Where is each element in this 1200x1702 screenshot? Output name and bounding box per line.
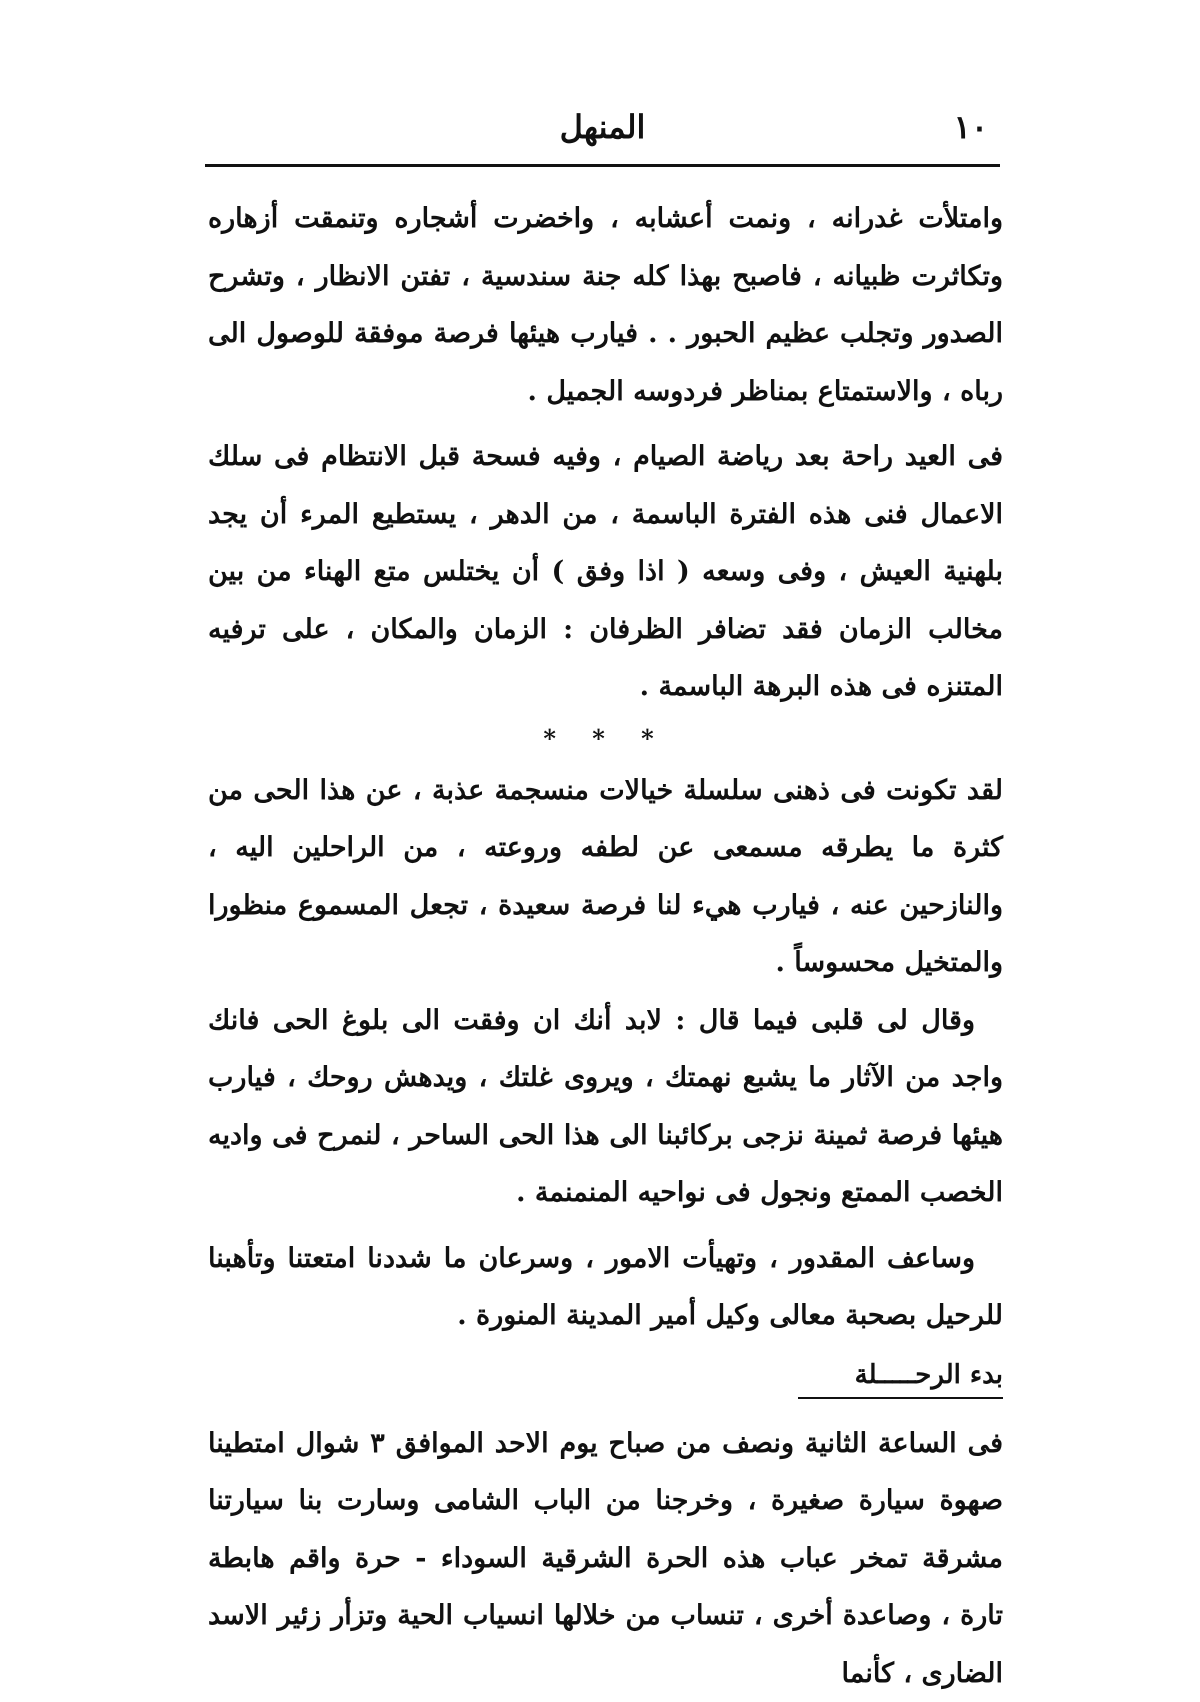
paragraph-2: فى العيد راحة بعد رياضة الصيام ، وفيه فسحة قبل الانتظام فى سلك الاعمال فنى هذه الفترة الباسمة ، من الدهر ، يستطيع المرء أن يجد بلهنية العيش ، وفى وسعه ( اذا وفق ) أن يختلس متع الهناء من بين مخالب الزمان فقد تضافر الظرفان : الزمان والمكان ، على ترفيه المتنزه فى هذه البرهة الباسمة . (208, 428, 1003, 716)
paragraph-1: وامتلأت غدرانه ، ونمت أعشابه ، واخضرت أشجاره وتنمقت أزهاره وتكاثرت ظبيانه ، فاصبح بهذا كله جنة سندسية ، تفتن الانظار ، وتشرح الصدور وتجلب عظيم الحبور . . فيارب هيئها فرصة موفقة للوصول الى رباه ، والاستمتاع بمناظر فردوسه الجميل . (208, 190, 1003, 420)
section-heading-container (208, 1345, 1003, 1415)
article-body (208, 190, 1003, 1702)
section-heading: بدء الرحـــــلة (798, 1353, 1003, 1399)
page-number: ١٠ (954, 108, 988, 146)
section-separator: * * * (208, 716, 1003, 762)
paragraph-4: وقال لى قلبى فيما قال : لابد أنك ان وفقت الى بلوغ الحى فانك واجد من الآثار ما يشبع نهمتك ، ويروى غلتك ، ويدهش روحك ، فيارب هيئها فرصة ثمينة نزجى بركائبنا الى هذا الحى الساحر ، لنمرح فى واديه الخصب الممتع ونجول فى نواحيه المنمنمة . (208, 992, 1003, 1222)
paragraph-6: فى الساعة الثانية ونصف من صباح يوم الاحد الموافق ٣ شوال امتطينا صهوة سيارة صغيرة ، وخرجنا من الباب الشامى وسارت بنا سيارتنا مشرقة تمخر عباب هذه الحرة الشرقية السوداء - حرة واقم هابطة تارة ، وصاعدة أخرى ، تنساب من خلالها انسياب الحية وتزأر زئير الاسد الضارى ، كأنما (208, 1415, 1003, 1702)
page-header (205, 108, 1000, 167)
paragraph-5: وساعف المقدور ، وتهيأت الامور ، وسرعان ما شددنا امتعتنا وتأهبنا للرحيل بصحبة معالى وكيل أمير المدينة المنورة . (208, 1230, 1003, 1345)
journal-title: المنهل (205, 108, 1000, 146)
paragraph-3: لقد تكونت فى ذهنى سلسلة خيالات منسجمة عذبة ، عن هذا الحى من كثرة ما يطرقه مسمعى عن لطفه وروعته ، من الراحلين اليه ، والنازحين عنه ، فيارب هيء لنا فرصة سعيدة ، تجعل المسموع منظورا والمتخيل محسوساً . (208, 762, 1003, 992)
